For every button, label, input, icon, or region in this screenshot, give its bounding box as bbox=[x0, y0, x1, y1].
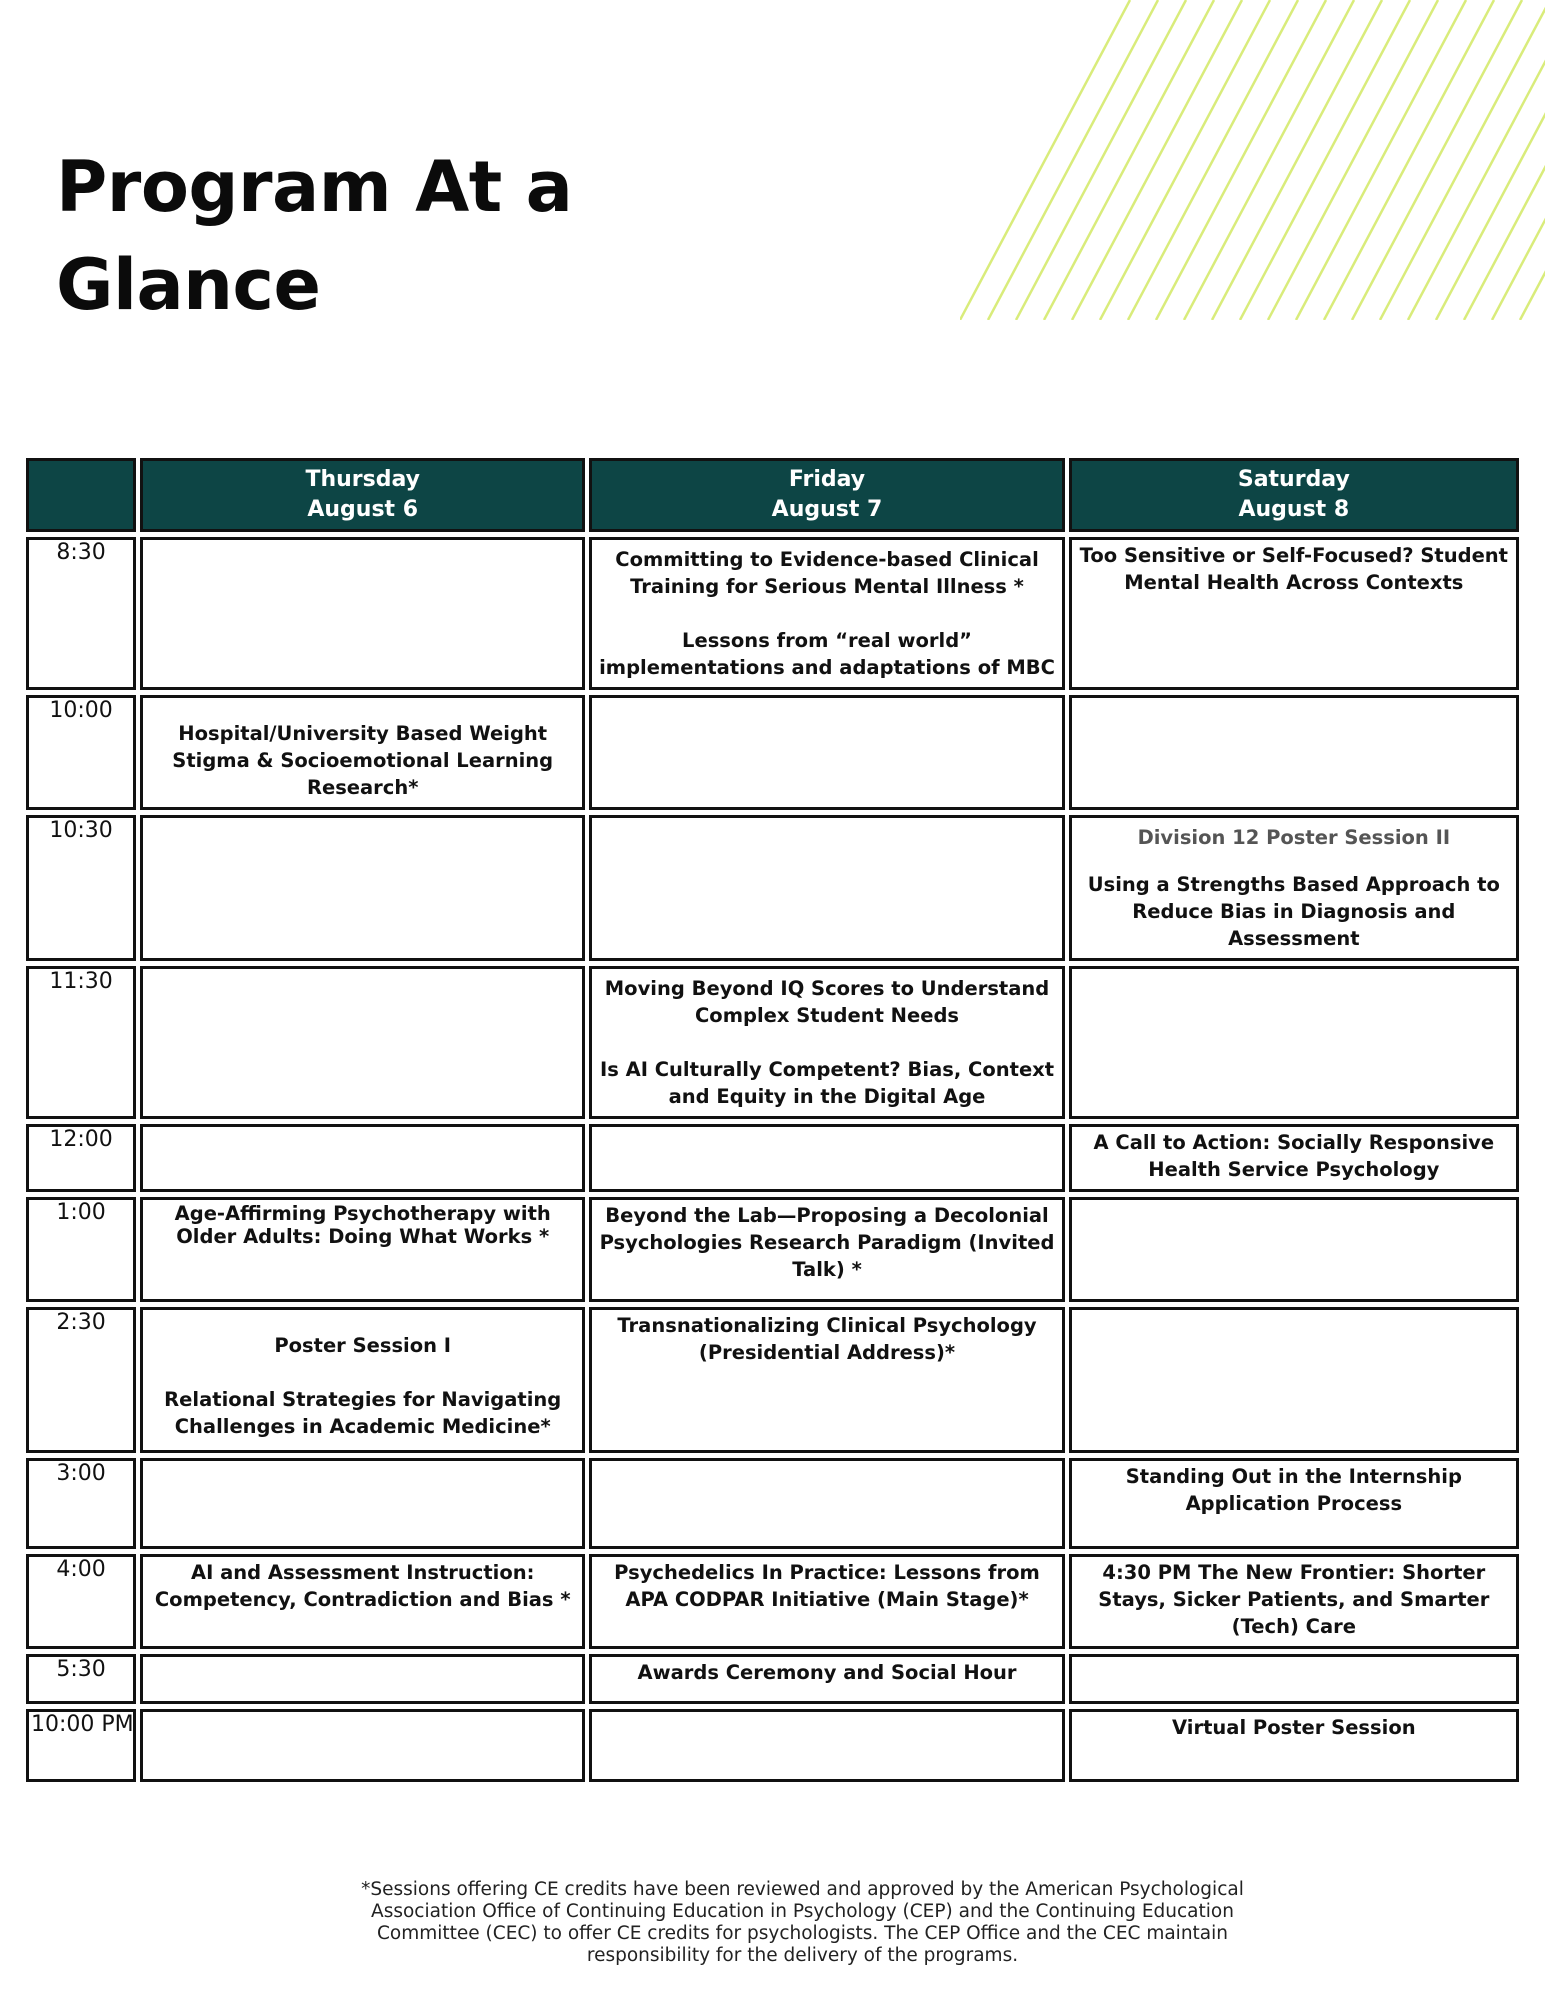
session-title: Standing Out in the Internship Application Process bbox=[1125, 1465, 1462, 1515]
session-title: Division 12 Poster Session II bbox=[1137, 826, 1451, 849]
saturday-session bbox=[1069, 1458, 1519, 1549]
thursday-session bbox=[140, 815, 585, 961]
time-slot: 10:00 bbox=[26, 695, 136, 810]
friday-session bbox=[589, 537, 1064, 690]
stripe-line bbox=[1128, 0, 1298, 320]
session-title: Awards Ceremony and Social Hour bbox=[637, 1661, 1017, 1684]
friday-session bbox=[589, 966, 1064, 1119]
friday-session bbox=[589, 1197, 1064, 1302]
schedule-row bbox=[26, 1554, 1519, 1649]
thursday-session bbox=[140, 1554, 585, 1649]
schedule-table bbox=[22, 453, 1523, 1787]
thursday-session bbox=[140, 537, 585, 690]
schedule-header-row bbox=[26, 458, 1519, 532]
day-name: Thursday bbox=[305, 467, 420, 492]
friday-session bbox=[589, 1458, 1064, 1549]
day-header-friday bbox=[589, 458, 1064, 532]
thursday-session bbox=[140, 695, 585, 810]
session-title: Age-Affirming Psychotherapy with Older Adults: Doing What Works * bbox=[174, 1202, 551, 1248]
stripe-line bbox=[1492, 0, 1545, 320]
friday-session bbox=[589, 1124, 1064, 1192]
stripe-line bbox=[1156, 0, 1326, 320]
session-title: Too Sensitive or Self-Focused? Student Mental Health Across Contexts bbox=[1079, 544, 1509, 594]
schedule-row bbox=[26, 1458, 1519, 1549]
session-title: Poster Session I bbox=[274, 1334, 452, 1357]
schedule-row bbox=[26, 1709, 1519, 1782]
schedule-row bbox=[26, 1124, 1519, 1192]
stripe-line bbox=[1240, 0, 1410, 320]
time-slot: 4:00 bbox=[26, 1554, 136, 1649]
session-title: Using a Strengths Based Approach to Reduce Bias in Diagnosis and Assessment bbox=[1087, 873, 1500, 950]
time-slot: 10:00 PM bbox=[26, 1709, 136, 1782]
time-slot: 11:30 bbox=[26, 966, 136, 1119]
session-title: Psychedelics In Practice: Lessons from APA CODPAR Initiative (Main Stage)* bbox=[614, 1561, 1040, 1611]
friday-session bbox=[589, 815, 1064, 961]
friday-session bbox=[589, 1307, 1064, 1453]
stripe-line bbox=[988, 0, 1158, 320]
session-title: Moving Beyond IQ Scores to Understand Complex Student Needs bbox=[604, 977, 1050, 1027]
thursday-session bbox=[140, 1124, 585, 1192]
day-header-thursday bbox=[140, 458, 585, 532]
saturday-session bbox=[1069, 1709, 1519, 1782]
session-title: Beyond the Lab—Proposing a Decolonial Psychologies Research Paradigm (Invited Talk) * bbox=[599, 1204, 1055, 1281]
session-title: A Call to Action: Socially Responsive Health Service Psychology bbox=[1093, 1131, 1495, 1181]
stripe-line bbox=[1212, 0, 1382, 320]
time-slot: 12:00 bbox=[26, 1124, 136, 1192]
thursday-session bbox=[140, 1458, 585, 1549]
time-slot: 8:30 bbox=[26, 537, 136, 690]
session-title: Is AI Culturally Competent? Bias, Context and Equity in the Digital Age bbox=[599, 1058, 1055, 1108]
session-title: Hospital/University Based Weight Stigma & Socioemotional Learning Research* bbox=[172, 722, 554, 799]
stripe-line bbox=[1016, 0, 1186, 320]
stripe-line bbox=[1044, 0, 1214, 320]
saturday-session bbox=[1069, 695, 1519, 810]
schedule-row bbox=[26, 1654, 1519, 1704]
time-column-header bbox=[26, 458, 136, 532]
friday-session bbox=[589, 695, 1064, 810]
day-name: Friday bbox=[788, 467, 866, 492]
stripe-line bbox=[1268, 0, 1438, 320]
session-title: Lessons from “real world” implementations and adaptations of MBC bbox=[599, 629, 1055, 679]
schedule-row bbox=[26, 1197, 1519, 1302]
stripe-line bbox=[1100, 0, 1270, 320]
thursday-session bbox=[140, 1307, 585, 1453]
stripe-line bbox=[1464, 0, 1545, 320]
time-slot: 1:00 bbox=[26, 1197, 136, 1302]
thursday-session bbox=[140, 1709, 585, 1782]
session-title: 4:30 PM The New Frontier: Shorter Stays, Sicker Patients, and Smarter (Tech) Care bbox=[1098, 1561, 1490, 1638]
saturday-session bbox=[1069, 1307, 1519, 1453]
saturday-session bbox=[1069, 1654, 1519, 1704]
session-title: AI and Assessment Instruction: Competency, Contradiction and Bias * bbox=[154, 1561, 571, 1611]
saturday-session bbox=[1069, 537, 1519, 690]
stripe-line bbox=[1352, 0, 1522, 320]
session-title: Relational Strategies for Navigating Challenges in Academic Medicine* bbox=[164, 1388, 562, 1438]
stripe-line bbox=[1072, 0, 1242, 320]
thursday-session bbox=[140, 1654, 585, 1704]
session-title: Virtual Poster Session bbox=[1172, 1716, 1416, 1739]
saturday-session bbox=[1069, 1554, 1519, 1649]
day-date: August 7 bbox=[771, 497, 883, 522]
stripe-line bbox=[1324, 0, 1494, 320]
thursday-session bbox=[140, 966, 585, 1119]
session-title: Committing to Evidence-based Clinical Training for Serious Mental Illness * bbox=[615, 548, 1039, 598]
schedule-row bbox=[26, 1307, 1519, 1453]
stripe-line bbox=[1296, 0, 1466, 320]
time-slot: 2:30 bbox=[26, 1307, 136, 1453]
thursday-session bbox=[140, 1197, 585, 1302]
saturday-session bbox=[1069, 966, 1519, 1119]
time-slot: 10:30 bbox=[26, 815, 136, 961]
day-header-saturday bbox=[1069, 458, 1519, 532]
ce-credits-footnote: *Sessions offering CE credits have been reviewed and approved by the American Psychological Association Office of Continuing Education in Psychology (CEP) and the Continuing Education Committee (CEC) to offer CE credits for psychologists. The CEP Office and the CEC maintain responsibility for the delivery of the programs. bbox=[361, 1879, 1244, 1966]
day-name: Saturday bbox=[1237, 467, 1350, 492]
stripe-line bbox=[1184, 0, 1354, 320]
day-date: August 6 bbox=[307, 497, 419, 522]
schedule-row bbox=[26, 966, 1519, 1119]
schedule-row bbox=[26, 695, 1519, 810]
friday-session bbox=[589, 1709, 1064, 1782]
stripe-line bbox=[960, 0, 1130, 320]
page-title: Program At a Glance bbox=[56, 146, 573, 326]
decorative-stripes bbox=[960, 0, 1545, 320]
friday-session bbox=[589, 1554, 1064, 1649]
schedule-row bbox=[26, 815, 1519, 961]
saturday-session bbox=[1069, 1197, 1519, 1302]
day-date: August 8 bbox=[1238, 497, 1350, 522]
saturday-session bbox=[1069, 1124, 1519, 1192]
session-title: Transnationalizing Clinical Psychology (Presidential Address)* bbox=[617, 1314, 1037, 1364]
time-slot: 5:30 bbox=[26, 1654, 136, 1704]
saturday-session bbox=[1069, 815, 1519, 961]
time-slot: 3:00 bbox=[26, 1458, 136, 1549]
schedule-row bbox=[26, 537, 1519, 690]
friday-session bbox=[589, 1654, 1064, 1704]
